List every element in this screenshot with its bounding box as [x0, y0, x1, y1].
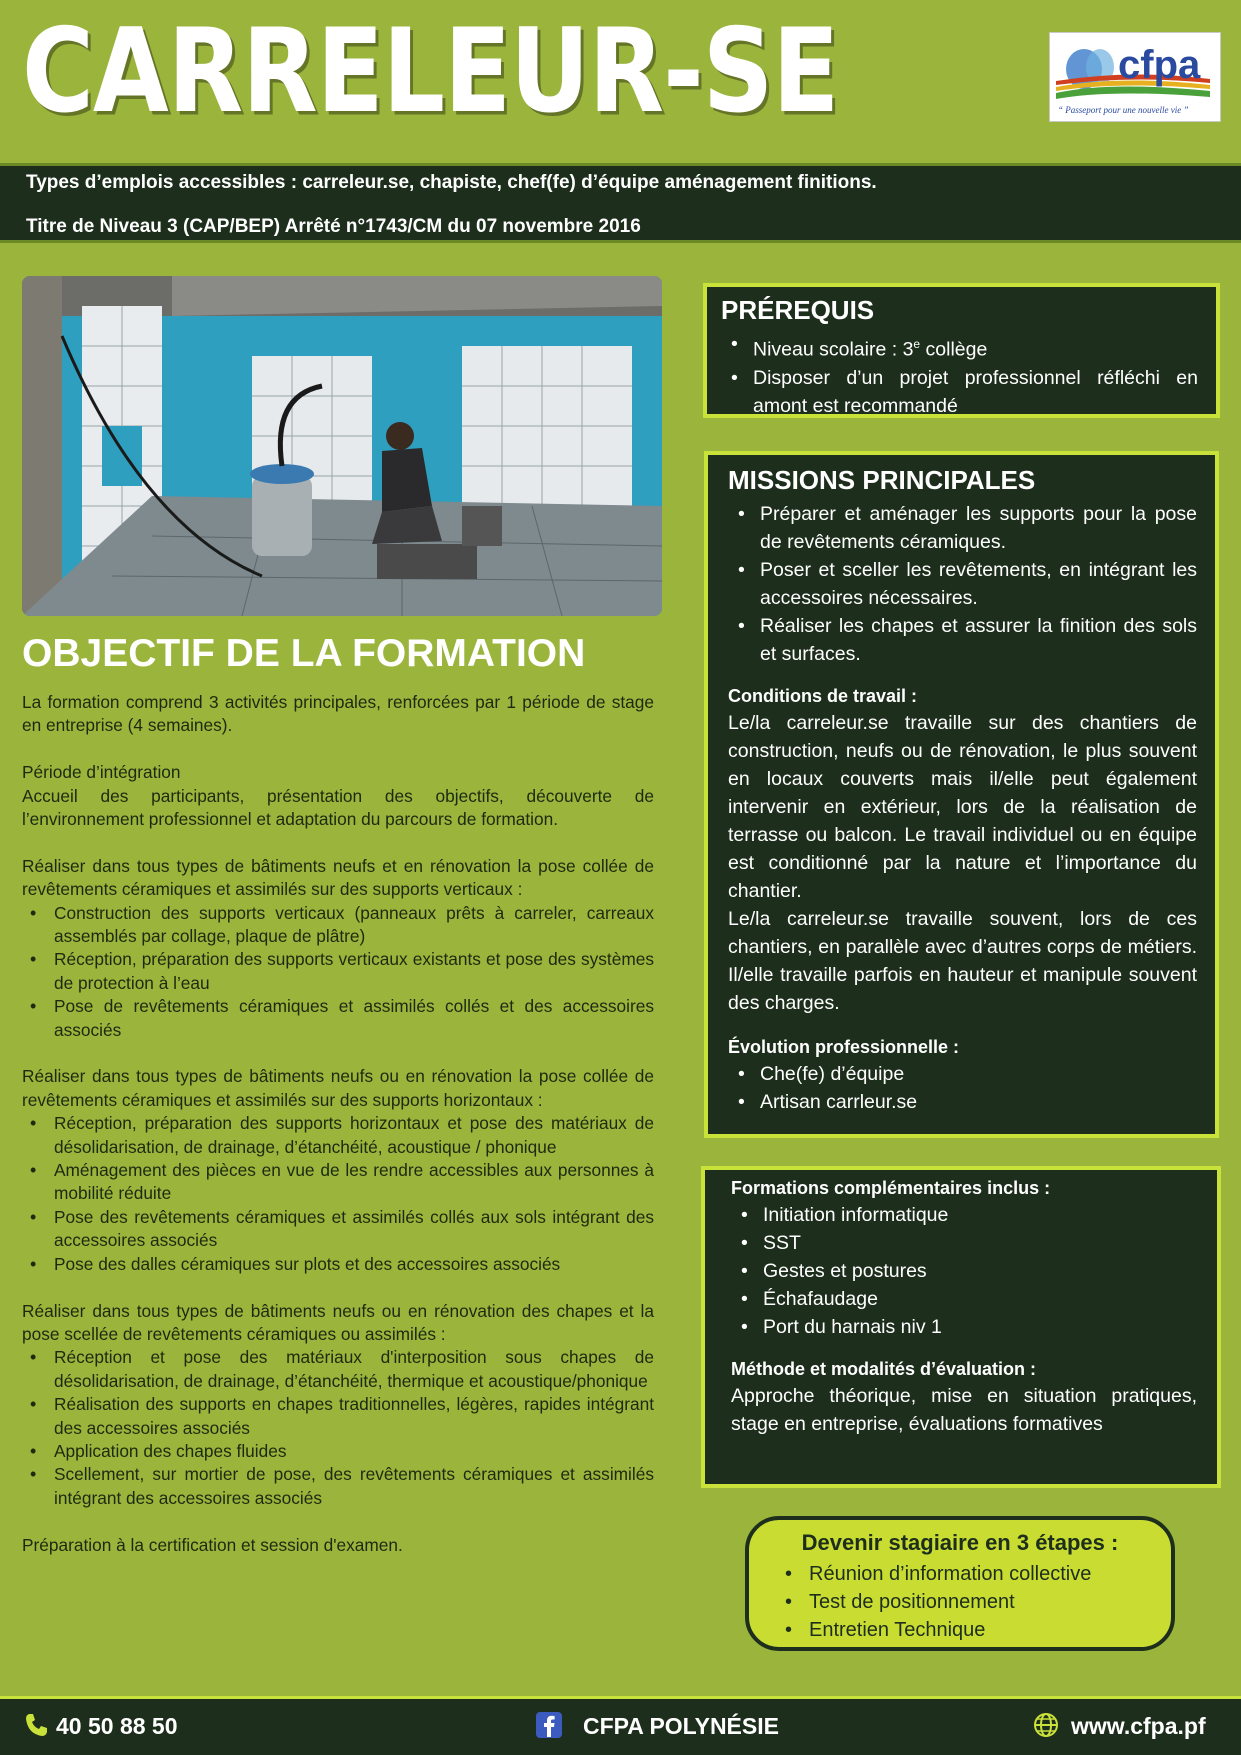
- prerequis-title: PRÉREQUIS: [721, 295, 875, 325]
- conditions-text-2: Le/la carreleur.se travaille souvent, lors de ces chantiers, en parallèle avec d’autres corps de métiers. Il/elle travaille parfois en hauteur et manipule souvent des charges.: [728, 908, 1197, 1014]
- missions-panel: [704, 451, 1219, 1138]
- list-item: • Échafaudage: [731, 1285, 1197, 1313]
- phone-icon: [22, 1711, 50, 1739]
- globe-icon: [1032, 1711, 1060, 1739]
- list-item: • Entretien Technique: [781, 1616, 1171, 1644]
- facebook-link[interactable]: CFPA POLYNÉSIE: [583, 1713, 779, 1739]
- integration-text: Accueil des participants, présentation des objectifs, découverte de l’environnement professionnel et adaptation du parcours de formation.: [22, 785, 654, 830]
- prerequis-item1-suffix: collège: [920, 338, 988, 361]
- list-item: • Pose de revêtements céramiques et assimilés collés et des accessoires associés: [22, 995, 654, 1042]
- section2-intro: Réaliser dans tous types de bâtiments neufs ou en rénovation la pose collée de revêtements céramiques et assimilés sur des supports horizontaux :: [22, 1066, 654, 1110]
- conditions-text-1: Le/la carreleur.se travaille sur des chantiers de construction, neufs ou de rénovation, le plus souvent en locaux couverts mais il/elle peut également intervenir en extérieur, lors de la réalisation de terrasse ou balcon. Le travail individuel ou en équipe est conditionné par la nature et l’importance du chantier.: [728, 712, 1197, 902]
- conditions-title: Conditions de travail :: [728, 686, 918, 706]
- info-bar: [0, 163, 1241, 243]
- formations-title: Formations complémentaires inclus :: [731, 1178, 1051, 1198]
- formations-list: [731, 1201, 1197, 1341]
- list-item: • Application des chapes fluides: [22, 1440, 654, 1463]
- worksite-photo: [22, 276, 662, 616]
- list-item: • Réunion d’information collective: [781, 1560, 1171, 1588]
- list-item: • Artisan carrleur.se: [728, 1088, 1197, 1116]
- list-item: • Port du harnais niv 1: [731, 1313, 1197, 1341]
- section2-list: [22, 1112, 654, 1276]
- list-item: [721, 330, 1198, 364]
- website-link[interactable]: www.cfpa.pf: [1071, 1713, 1206, 1739]
- missions-title: MISSIONS PRINCIPALES: [728, 465, 1036, 495]
- evolution-list: [728, 1060, 1197, 1116]
- list-item: • Che(fe) d’équipe: [728, 1060, 1197, 1088]
- list-item: • Réception, préparation des supports horizontaux et pose des matériaux de désolidarisation, de drainage, d’étanchéité, acoustique / phonique: [22, 1112, 654, 1159]
- list-item: • Préparer et aménager les supports pour la pose de revêtements céramiques.: [728, 500, 1197, 556]
- method-text: Approche théorique, mise en situation pratiques, stage en entreprise, évaluations formatives: [731, 1385, 1197, 1435]
- page-title: CARRELEUR-SE: [22, 4, 839, 140]
- formations-panel: [701, 1166, 1221, 1488]
- footer: [0, 1696, 1241, 1755]
- objectif-body: [22, 691, 654, 1557]
- list-item: • Disposer d’un projet professionnel réfléchi en amont est recommandé: [721, 364, 1198, 420]
- title-level-text: Titre de Niveau 3 (CAP/BEP) Arrêté n°1743/CM du 07 novembre 2016: [26, 216, 641, 237]
- list-item: • Pose des revêtements céramiques et assimilés collés aux sols intégrant des accessoires associés: [22, 1206, 654, 1253]
- prerequis-list: [721, 330, 1198, 420]
- missions-list: [728, 500, 1197, 668]
- list-item: • Aménagement des pièces en vue de les rendre accessibles aux personnes à mobilité réduite: [22, 1159, 654, 1206]
- objectif-title: OBJECTIF DE LA FORMATION: [22, 632, 586, 675]
- list-item: • Initiation informatique: [731, 1201, 1197, 1229]
- prerequis-item1-sup: e: [913, 337, 921, 351]
- prerequis-item1-prefix: Niveau scolaire : 3: [753, 338, 914, 361]
- list-item: • Construction des supports verticaux (panneaux prêts à carreler, carreaux assemblés par collage, plaque de plâtre): [22, 902, 654, 949]
- list-item: • Test de positionnement: [781, 1588, 1171, 1616]
- section1-intro: Réaliser dans tous types de bâtiments neufs et en rénovation la pose collée de revêtements céramiques et assimilés sur des supports verticaux :: [22, 855, 654, 900]
- list-item: • Réalisation des supports en chapes traditionnelles, légères, rapides intégrant des accessoires associés: [22, 1393, 654, 1440]
- section3-list: [22, 1346, 654, 1510]
- method-title: Méthode et modalités d’évaluation :: [731, 1359, 1037, 1379]
- logo-tagline: “ Passeport pour une nouvelle vie ”: [1058, 105, 1189, 115]
- integration-title: Période d’intégration: [22, 762, 181, 783]
- section3-intro: Réaliser dans tous types de bâtiments neufs ou en rénovation des chapes et la pose scellée de revêtements céramiques ou assimilés :: [22, 1300, 654, 1344]
- logo-word: cfpa: [1118, 43, 1201, 87]
- objectif-closing: Préparation à la certification et session d'examen.: [22, 1534, 403, 1555]
- steps-list: [781, 1560, 1171, 1644]
- list-item: • Gestes et postures: [731, 1257, 1197, 1285]
- jobs-text: Types d’emplois accessibles : carreleur.se, chapiste, chef(fe) d’équipe aménagement finitions.: [26, 172, 877, 193]
- facebook-icon[interactable]: [535, 1711, 563, 1739]
- list-item: • Poser et sceller les revêtements, en intégrant les accessoires nécessaires.: [728, 556, 1197, 612]
- list-item: • Réaliser les chapes et assurer la finition des sols et surfaces.: [728, 612, 1197, 668]
- cfpa-logo: [1049, 32, 1221, 122]
- objectif-intro: La formation comprend 3 activités principales, renforcées par 1 période de stage en entreprise (4 semaines).: [22, 692, 654, 736]
- section1-list: [22, 902, 654, 1042]
- list-item: • Scellement, sur mortier de pose, des revêtements céramiques et assimilés intégrant des accessoires associés: [22, 1463, 654, 1510]
- steps-title: Devenir stagiaire en 3 étapes :: [801, 1530, 1119, 1555]
- list-item: • Pose des dalles céramiques sur plots et des accessoires associés: [22, 1253, 654, 1276]
- list-item: • SST: [731, 1229, 1197, 1257]
- prerequis-panel: [703, 283, 1220, 418]
- steps-box: [745, 1516, 1175, 1651]
- list-item: • Réception, préparation des supports verticaux existants et pose des systèmes de protection à l’eau: [22, 948, 654, 995]
- phone-number[interactable]: 40 50 88 50: [56, 1713, 178, 1739]
- list-item: • Réception et pose des matériaux d'interposition sous chapes de désolidarisation, de drainage, d’étanchéité, thermique et acoustique/phonique: [22, 1346, 654, 1393]
- evolution-title: Évolution professionnelle :: [728, 1037, 960, 1057]
